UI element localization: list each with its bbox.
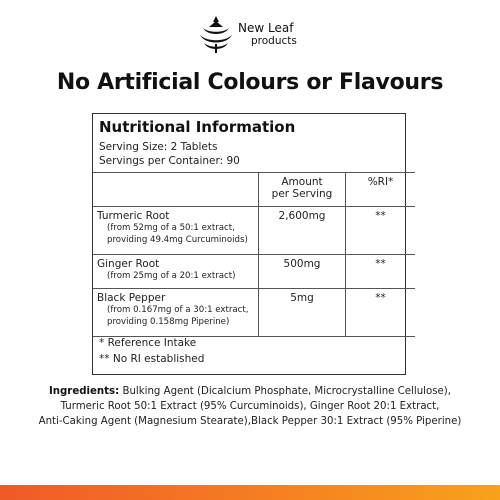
ingredients-text: Bulking Agent (Dicalcium Phosphate, Microcrystalline Cellulose), [122,386,452,397]
row-name-cell [93,289,259,337]
panel-title: Nutritional Information [99,118,296,136]
header-amount [259,173,346,207]
ingredient-detail: (from 25mg of a 20:1 extract) [107,271,236,281]
ri-value: ** [346,289,416,337]
ri-value: ** [346,255,416,289]
ingredients-line: Anti-Caking Agent (Magnesium Stearate),Black Pepper 30:1 Extract (95% Piperine) [38,416,462,427]
amount-value: 500mg [259,255,346,289]
nutrition-table [93,172,415,337]
header-amount-line2: per Serving [271,188,333,200]
ri-value: ** [346,207,416,255]
ingredient-detail: (from 0.167mg of a 30:1 extract, [107,305,249,315]
brand-name: New Leaf [238,21,294,35]
table-row [93,207,415,255]
brand-logo [198,14,318,58]
ingredient-detail: providing 0.158mg Piperine) [107,317,230,327]
brand-subtitle: products [251,35,297,47]
servings-per-container: Servings per Container: 90 [99,155,240,167]
table-row [93,289,415,337]
footnote-no-ri: ** No RI established [99,353,205,365]
page-headline: No Artificial Colours or Flavours [56,70,444,95]
ingredient-detail: (from 52mg of a 50:1 extract, [107,223,235,233]
nutrition-panel [92,113,406,375]
header-amount-line1: Amount [281,176,323,188]
row-name-cell [93,255,259,289]
ingredients-line [0,384,500,399]
ingredient-name: Ginger Root [97,258,160,270]
leaf-tree-logo-icon [198,14,234,54]
footnote-reference-intake: * Reference Intake [99,337,197,349]
header-ri: %RI* [346,173,416,207]
ingredient-name: Black Pepper [97,292,166,304]
serving-size: Serving Size: 2 Tablets [99,141,218,153]
ingredients-list [0,384,500,429]
row-name-cell [93,207,259,255]
table-row [93,255,415,289]
ingredient-name: Turmeric Root [97,210,170,222]
header-blank-cell [93,173,259,207]
ingredients-label: Ingredients: [48,386,120,397]
table-header-row [93,173,415,207]
amount-value: 5mg [259,289,346,337]
amount-value: 2,600mg [259,207,346,255]
ingredients-line: Turmeric Root 50:1 Extract (95% Curcuminoids), Ginger Root 20:1 Extract, [60,401,440,412]
bottom-gradient-bar [0,485,500,500]
ingredient-detail: providing 49.4mg Curcuminoids) [107,235,248,245]
